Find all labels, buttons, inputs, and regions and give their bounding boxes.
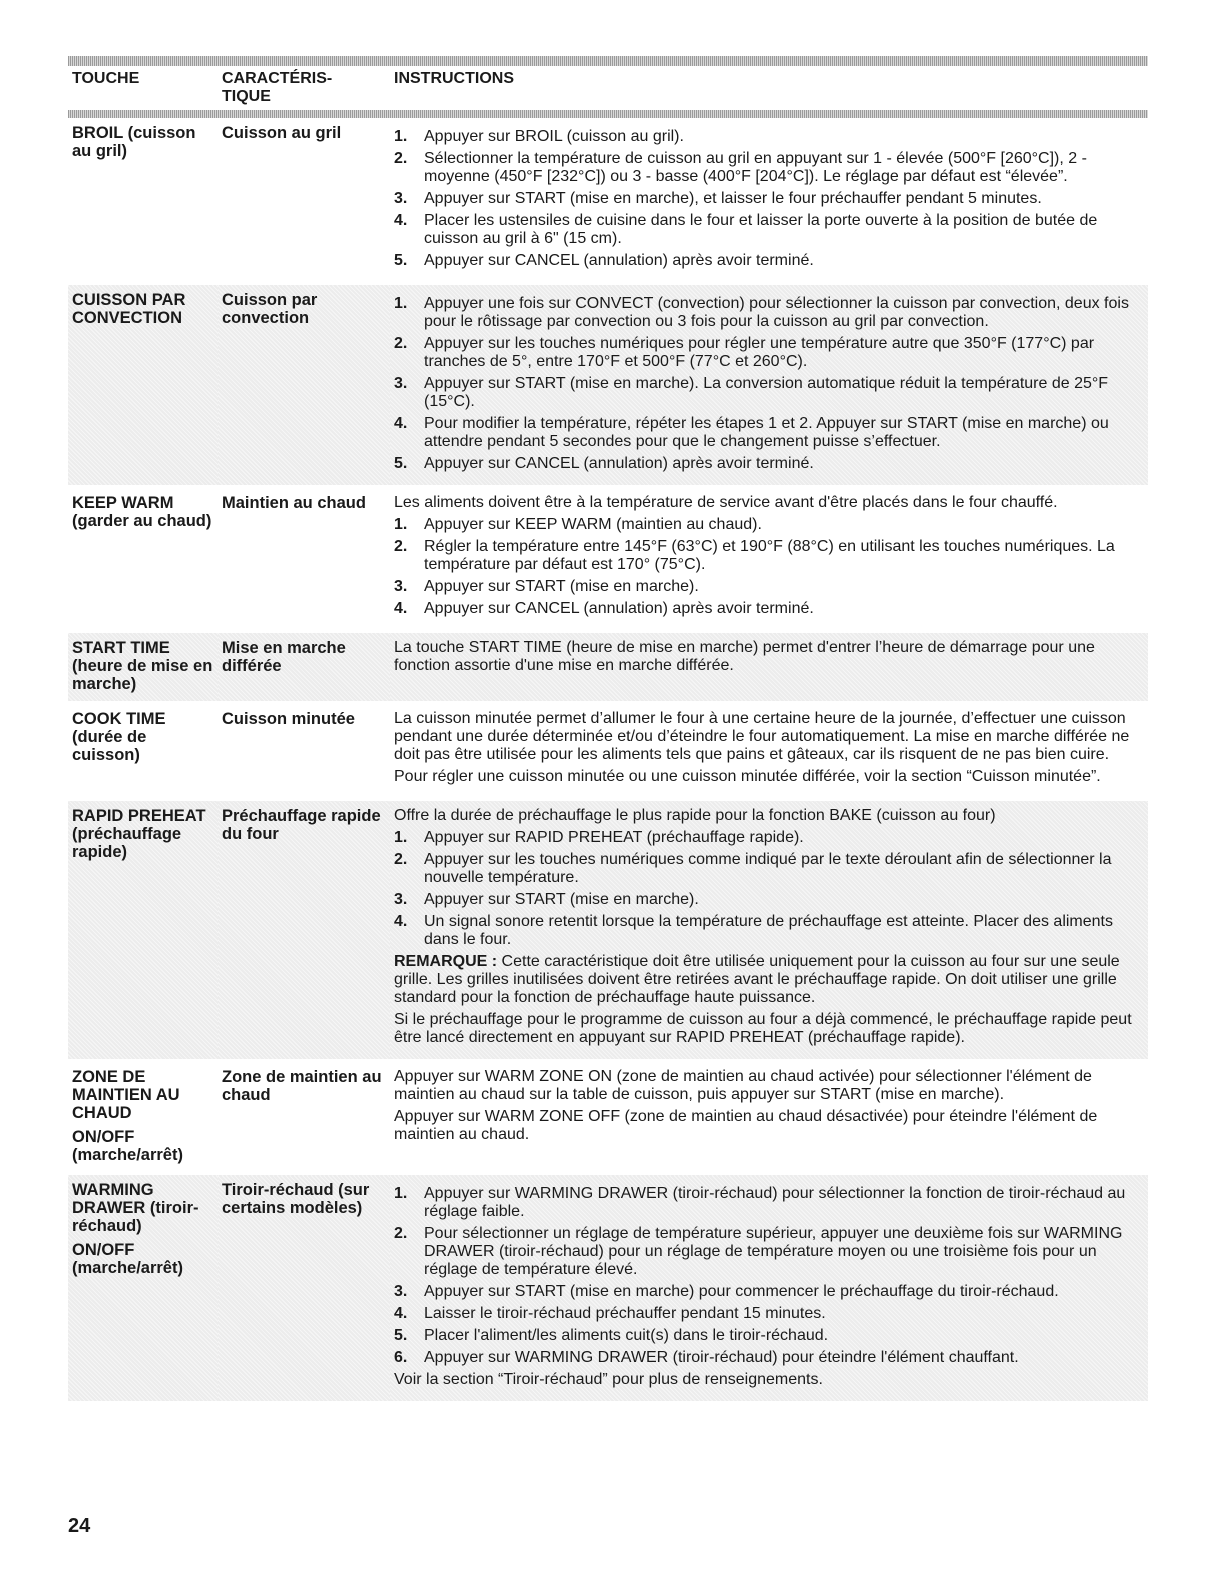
header-caracteristique: CARACTÉRIS- TIQUE <box>222 70 333 105</box>
table-header <box>68 66 1148 110</box>
step-number: 6. <box>394 1349 408 1366</box>
step-item <box>394 829 1148 847</box>
row-feature: Tiroir-réchaud (sur certains modèles) <box>218 1174 390 1402</box>
step-item <box>394 375 1148 411</box>
row-instructions <box>390 284 1148 487</box>
step-number: 3. <box>394 1283 408 1300</box>
step-text: Appuyer sur START (mise en marche). <box>424 578 699 595</box>
step-text: Appuyer sur START (mise en marche) pour commencer le préchauffage du tiroir-réchaud. <box>424 1283 1059 1300</box>
steps-list <box>394 1185 1148 1367</box>
paragraph: Voir la section “Tiroir-réchaud” pour plus de renseignements. <box>394 1371 823 1388</box>
intro-text: La touche START TIME (heure de mise en marche) permet d'entrer l’heure de démarrage pour une fonction assortie d'une mise en marche différée. <box>394 639 1095 674</box>
step-item <box>394 600 1148 618</box>
function-table <box>68 66 1148 110</box>
step-item <box>394 851 1148 887</box>
row-key-label: WARMING DRAWER (tiroir-réchaud) <box>72 1181 199 1235</box>
row-instructions <box>390 800 1148 1061</box>
row-instructions <box>390 632 1148 703</box>
step-text: Appuyer sur les touches numériques pour régler une température autre que 350°F (177°C) par tranches de 5°, entre 170°F et 500°F (77°C et 260°C). <box>424 335 1095 370</box>
table-row <box>68 1174 1148 1402</box>
step-text: Appuyer sur WARMING DRAWER (tiroir-réchaud) pour sélectionner la fonction de tiroir-réchaud au réglage faible. <box>424 1185 1126 1220</box>
table-row <box>68 632 1148 703</box>
step-text: Appuyer une fois sur CONVECT (convection) pour sélectionner la cuisson par convection, deux fois pour le rôtissage par convection ou 3 fois pour la cuisson au gril par convection. <box>424 295 1129 330</box>
step-number: 1. <box>394 128 408 145</box>
paragraph: Appuyer sur WARM ZONE ON (zone de maintien au chaud activée) pour sélectionner l'élément de maintien au chaud sur la table de cuisson, puis appuyer sur START (mise en marche). <box>394 1068 1092 1103</box>
step-number: 2. <box>394 335 408 352</box>
step-number: 3. <box>394 375 408 392</box>
step-text: Placer les ustensiles de cuisine dans le four et laisser la porte ouverte à la position de butée de cuisson au gril à 6" (15 cm). <box>424 212 1098 247</box>
step-text: Régler la température entre 145°F (63°C) et 190°F (88°C) en utilisant les touches numériques. La température par défaut est 170° (75°C). <box>424 538 1115 573</box>
row-feature: Préchauffage rapide du four <box>218 800 390 1061</box>
step-number: 2. <box>394 1225 408 1242</box>
step-number: 2. <box>394 150 408 167</box>
step-text: Appuyer sur RAPID PREHEAT (préchauffage rapide). <box>424 829 804 846</box>
step-item <box>394 1349 1148 1367</box>
step-item <box>394 913 1148 949</box>
step-number: 3. <box>394 190 408 207</box>
step-number: 1. <box>394 516 408 533</box>
table-row <box>68 703 1148 800</box>
table-row <box>68 1061 1148 1174</box>
header-top-rule <box>68 56 1148 66</box>
steps-list <box>394 829 1148 949</box>
step-number: 4. <box>394 913 408 930</box>
step-number: 4. <box>394 600 408 617</box>
step-item <box>394 1283 1148 1301</box>
table-row <box>68 284 1148 487</box>
step-item <box>394 1327 1148 1345</box>
header-instructions: INSTRUCTIONS <box>394 70 514 87</box>
step-text: Pour modifier la température, répéter les étapes 1 et 2. Appuyer sur START (mise en marche) ou attendre pendant 5 secondes pour que le changement puisse s’effectuer. <box>424 415 1109 450</box>
step-text: Placer l'aliment/les aliments cuit(s) dans le tiroir-réchaud. <box>424 1327 829 1344</box>
row-key: COOK TIME (durée de cuisson) <box>68 703 218 800</box>
step-number: 5. <box>394 1327 408 1344</box>
step-text: Appuyer sur BROIL (cuisson au gril). <box>424 128 684 145</box>
row-key: CUISSON PAR CONVECTION <box>68 284 218 487</box>
step-text: Sélectionner la température de cuisson au gril en appuyant sur 1 - élevée (500°F [260°C]), 2 - moyenne (450°F [232°C]) ou 3 - basse (400°F [204°C]). Le réglage par défaut est “élevée”. <box>424 150 1087 185</box>
row-feature: Cuisson minutée <box>218 703 390 800</box>
paragraph: Si le préchauffage pour le programme de cuisson au four a déjà commencé, le préchauffage rapide peut être lancé directement en appuyant sur RAPID PREHEAT (préchauffage rapide). <box>394 1011 1132 1046</box>
header-bottom-rule <box>68 110 1148 118</box>
row-instructions <box>390 703 1148 800</box>
function-table-body <box>68 118 1148 1401</box>
intro-text: Les aliments doivent être à la température de service avant d'être placés dans le four chauffé. <box>394 494 1058 511</box>
note-text: Cette caractéristique doit être utilisée uniquement pour la cuisson au four sur une seule grille. Les grilles inutilisées doivent être retirées avant le préchauffage rapide. On doit utiliser une grille standard pour la fonction de préchauffage haute puissance. <box>394 953 1120 1006</box>
step-text: Appuyer sur CANCEL (annulation) après avoir terminé. <box>424 252 814 269</box>
step-item <box>394 516 1148 534</box>
step-item <box>394 212 1148 248</box>
step-text: Appuyer sur WARMING DRAWER (tiroir-réchaud) pour éteindre l'élément chauffant. <box>424 1349 1019 1366</box>
note-paragraph <box>394 953 1148 1007</box>
step-number: 5. <box>394 455 408 472</box>
row-instructions <box>390 1174 1148 1402</box>
step-item <box>394 1305 1148 1323</box>
row-feature: Zone de maintien au chaud <box>218 1061 390 1174</box>
step-text: Appuyer sur START (mise en marche). <box>424 891 699 908</box>
row-key-sublabel: ON/OFF (marche/arrêt) <box>72 1128 183 1164</box>
step-item <box>394 128 1148 146</box>
step-item <box>394 415 1148 451</box>
step-text: Pour sélectionner un réglage de température supérieur, appuyer une deuxième fois sur WARMING DRAWER (tiroir-réchaud) pour un réglage de température moyen ou une troisième fois pour un réglage de température élevé. <box>424 1225 1123 1278</box>
row-key <box>68 1174 218 1402</box>
row-key: RAPID PREHEAT (préchauffage rapide) <box>68 800 218 1061</box>
row-key: START TIME (heure de mise en marche) <box>68 632 218 703</box>
row-key <box>68 1061 218 1174</box>
steps-list <box>394 295 1148 473</box>
paragraph: Appuyer sur WARM ZONE OFF (zone de maintien au chaud désactivée) pour éteindre l'élément de maintien au chaud. <box>394 1108 1098 1143</box>
step-item <box>394 295 1148 331</box>
step-number: 1. <box>394 829 408 846</box>
step-item <box>394 335 1148 371</box>
step-text: Appuyer sur CANCEL (annulation) après avoir terminé. <box>424 600 814 617</box>
row-key-sublabel: ON/OFF (marche/arrêt) <box>72 1241 183 1277</box>
step-item <box>394 1225 1148 1279</box>
step-number: 3. <box>394 578 408 595</box>
step-number: 4. <box>394 212 408 229</box>
row-instructions <box>390 118 1148 284</box>
step-number: 4. <box>394 1305 408 1322</box>
row-feature: Mise en marche différée <box>218 632 390 703</box>
table-row <box>68 800 1148 1061</box>
step-number: 3. <box>394 891 408 908</box>
note-label: REMARQUE : <box>394 953 498 970</box>
page <box>68 56 1148 1401</box>
step-text: Appuyer sur START (mise en marche), et laisser le four préchauffer pendant 5 minutes. <box>424 190 1042 207</box>
step-number: 5. <box>394 252 408 269</box>
step-text: Laisser le tiroir-réchaud préchauffer pendant 15 minutes. <box>424 1305 826 1322</box>
step-number: 1. <box>394 295 408 312</box>
table-row <box>68 118 1148 284</box>
row-feature: Cuisson au gril <box>222 124 342 142</box>
step-item <box>394 578 1148 596</box>
row-key: KEEP WARM (garder au chaud) <box>68 487 218 632</box>
table-row <box>68 487 1148 632</box>
step-text: Appuyer sur CANCEL (annulation) après avoir terminé. <box>424 455 814 472</box>
row-instructions <box>390 1061 1148 1174</box>
step-item <box>394 150 1148 186</box>
step-text: Un signal sonore retentit lorsque la température de préchauffage est atteinte. Placer des aliments dans le four. <box>424 913 1113 948</box>
step-number: 2. <box>394 538 408 555</box>
step-text: Appuyer sur les touches numériques comme indiqué par le texte déroulant afin de sélectionner la nouvelle température. <box>424 851 1112 886</box>
step-item <box>394 252 1148 270</box>
step-number: 2. <box>394 851 408 868</box>
step-item <box>394 455 1148 473</box>
step-item <box>394 538 1148 574</box>
step-item <box>394 891 1148 909</box>
step-text: Appuyer sur KEEP WARM (maintien au chaud). <box>424 516 762 533</box>
page-number: 24 <box>68 1515 91 1537</box>
intro-text: Offre la durée de préchauffage le plus rapide pour la fonction BAKE (cuisson au four) <box>394 807 996 824</box>
step-number: 4. <box>394 415 408 432</box>
row-key: BROIL (cuisson au gril) <box>72 124 196 160</box>
step-item <box>394 1185 1148 1221</box>
row-key-label: ZONE DE MAINTIEN AU CHAUD <box>72 1068 180 1122</box>
paragraph: La cuisson minutée permet d’allumer le four à une certaine heure de la journée, d’effectuer une cuisson pendant une durée déterminée et/ou d’éteindre le four automatiquement. La mise en marche différée ne doit pas être utilisée pour les aliments tels que pains et gâteaux, car ils risquent de ne pas bien cuire. <box>394 710 1130 763</box>
row-feature: Maintien au chaud <box>218 487 390 632</box>
header-touche: TOUCHE <box>72 70 140 87</box>
steps-list <box>394 128 1148 270</box>
step-text: Appuyer sur START (mise en marche). La conversion automatique réduit la température de 25°F (15°C). <box>424 375 1109 410</box>
step-item <box>394 190 1148 208</box>
row-instructions <box>390 487 1148 632</box>
paragraph: Pour régler une cuisson minutée ou une cuisson minutée différée, voir la section “Cuisson minutée”. <box>394 768 1101 785</box>
step-number: 1. <box>394 1185 408 1202</box>
row-feature: Cuisson par convection <box>218 284 390 487</box>
steps-list <box>394 516 1148 618</box>
